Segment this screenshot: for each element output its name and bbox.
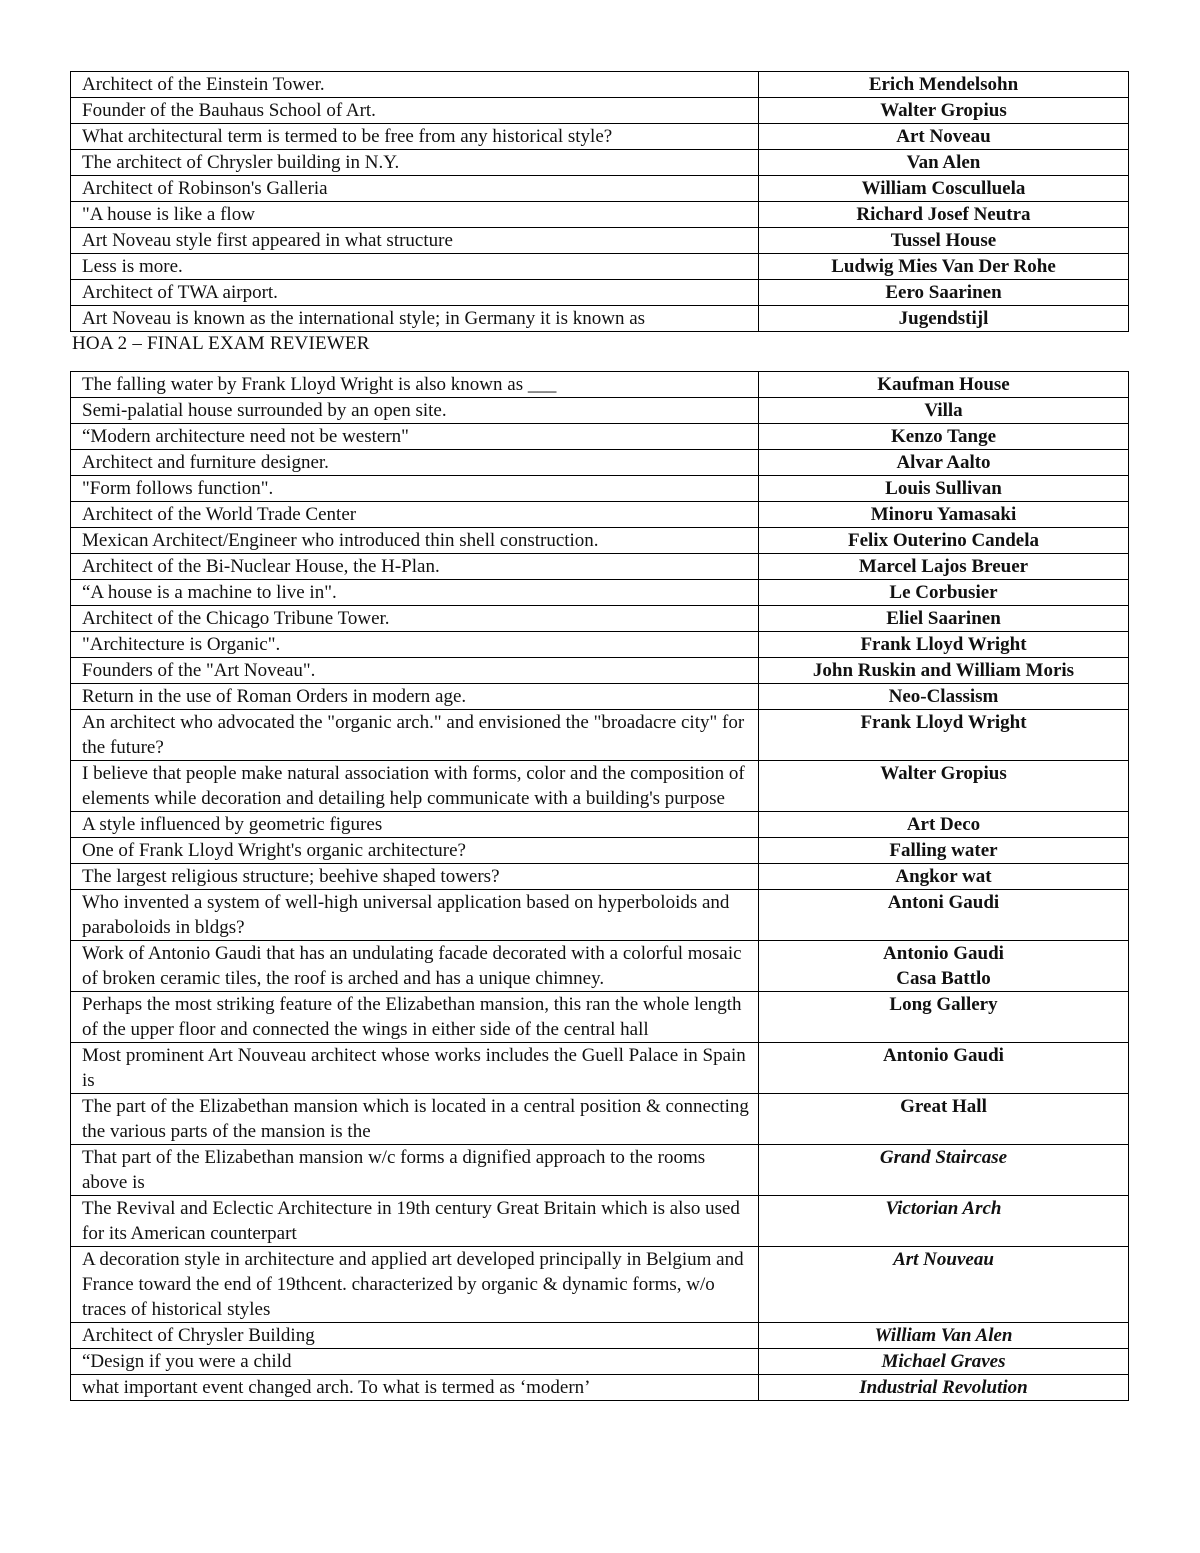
question-cell: Perhaps the most striking feature of the Elizabethan mansion, this ran the whole length of the upper floor and connected the wings in either side of the central hall (71, 992, 759, 1043)
answer-cell (759, 398, 1129, 424)
reviewer-table-top-body (71, 72, 1129, 332)
question-cell: Art Noveau style first appeared in what structure (71, 228, 759, 254)
answer-cell (759, 1094, 1129, 1145)
answer-cell (759, 254, 1129, 280)
answer-cell (759, 710, 1129, 761)
question-cell: Architect of the Einstein Tower. (71, 72, 759, 98)
question-cell: Art Noveau is known as the international style; in Germany it is known as (71, 306, 759, 332)
answer-text: John Ruskin and William Moris (812, 660, 1075, 681)
answer-text: Louis Sullivan (885, 478, 1002, 499)
answer-cell (759, 124, 1129, 150)
answer-text: Le Corbusier (889, 582, 998, 603)
question-cell: Work of Antonio Gaudi that has an undulating facade decorated with a colorful mosaic of broken ceramic tiles, the roof is arched and has a unique chimney. (71, 941, 759, 992)
question-cell: “A house is a machine to live in". (71, 580, 759, 606)
table-row (71, 890, 1129, 941)
table-row (71, 941, 1129, 992)
answer-cell (759, 476, 1129, 502)
question-cell: Architect and furniture designer. (71, 450, 759, 476)
answer-cell (759, 1145, 1129, 1196)
reviewer-table-top (70, 71, 1129, 332)
answer-text: Grand Staircase (879, 1147, 1008, 1168)
answer-text: Angkor wat (895, 866, 992, 887)
answer-text: Antonio Gaudi (883, 1045, 1004, 1066)
answer-text: Art Noveau (896, 126, 991, 147)
answer-text: Art Deco (906, 814, 981, 835)
answer-text: Kaufman House (877, 374, 1010, 395)
answer-cell (759, 1247, 1129, 1323)
answer-text: Frank Lloyd Wright (860, 712, 1027, 733)
question-cell: Architect of the Bi-Nuclear House, the H-Plan. (71, 554, 759, 580)
question-cell: The Revival and Eclectic Architecture in 19th century Great Britain which is also used for its American counterpart (71, 1196, 759, 1247)
table-row (71, 476, 1129, 502)
answer-text: Industrial Revolution (859, 1377, 1028, 1398)
question-cell: An architect who advocated the "organic arch." and envisioned the "broadacre city" for the future? (71, 710, 759, 761)
answer-text: Great Hall (900, 1096, 987, 1117)
table-row (71, 1043, 1129, 1094)
answer-cell (759, 890, 1129, 941)
question-cell: "Architecture is Organic". (71, 632, 759, 658)
question-cell: Architect of TWA airport. (71, 280, 759, 306)
answer-text: Minoru Yamasaki (870, 504, 1017, 525)
table-row (71, 838, 1129, 864)
question-cell: Founders of the "Art Noveau". (71, 658, 759, 684)
answer-text: Antonio Gaudi (883, 943, 1004, 964)
question-cell: One of Frank Lloyd Wright's organic architecture? (71, 838, 759, 864)
table-row (71, 864, 1129, 890)
answer-cell (759, 502, 1129, 528)
question-cell: A style influenced by geometric figures (71, 812, 759, 838)
table-row (71, 280, 1129, 306)
table-row (71, 1145, 1129, 1196)
question-cell: The architect of Chrysler building in N.Y. (71, 150, 759, 176)
answer-cell (759, 1375, 1129, 1401)
answer-cell (759, 98, 1129, 124)
table-row (71, 812, 1129, 838)
table-row (71, 1196, 1129, 1247)
question-cell: Founder of the Bauhaus School of Art. (71, 98, 759, 124)
answer-text: Eero Saarinen (885, 282, 1002, 303)
table-row (71, 228, 1129, 254)
answer-text: Michael Graves (881, 1351, 1006, 1372)
answer-cell (759, 658, 1129, 684)
answer-text: Jugendstijl (898, 308, 989, 329)
answer-text: Walter Gropius (880, 100, 1007, 121)
question-cell: A decoration style in architecture and applied art developed principally in Belgium and France toward the end of 19thcent. characterized by organic & dynamic forms, w/o traces of historical styles (71, 1247, 759, 1323)
table-row (71, 761, 1129, 812)
table-row (71, 372, 1129, 398)
table-row (71, 72, 1129, 98)
answer-text: Antoni Gaudi (887, 892, 1000, 913)
answer-text: Neo-Classism (888, 686, 999, 707)
answer-text: Art Nouveau (893, 1249, 994, 1270)
table-row (71, 176, 1129, 202)
answer-cell (759, 761, 1129, 812)
answer-text: Villa (924, 400, 963, 421)
question-cell: Architect of Chrysler Building (71, 1323, 759, 1349)
answer-cell (759, 606, 1129, 632)
answer-cell (759, 150, 1129, 176)
answer-text: Casa Battlo (896, 968, 991, 989)
question-cell: The part of the Elizabethan mansion which is located in a central position & connecting the various parts of the mansion is the (71, 1094, 759, 1145)
table-row (71, 424, 1129, 450)
reviewer-table-main (70, 371, 1129, 1401)
answer-text: Felix Outerino Candela (847, 530, 1040, 551)
answer-cell (759, 72, 1129, 98)
table-row (71, 554, 1129, 580)
question-cell: Mexican Architect/Engineer who introduced thin shell construction. (71, 528, 759, 554)
question-cell: “Modern architecture need not be western" (71, 424, 759, 450)
answer-text: Kenzo Tange (890, 426, 997, 447)
question-cell: Most prominent Art Nouveau architect whose works includes the Guell Palace in Spain is (71, 1043, 759, 1094)
answer-text: Richard Josef Neutra (856, 204, 1031, 225)
question-cell: “Design if you were a child (71, 1349, 759, 1375)
answer-text: Victorian Arch (885, 1198, 1002, 1219)
answer-text: Long Gallery (889, 994, 998, 1015)
table-row (71, 306, 1129, 332)
table-row (71, 528, 1129, 554)
question-cell: Architect of the World Trade Center (71, 502, 759, 528)
table-row (71, 658, 1129, 684)
answer-cell (759, 1349, 1129, 1375)
answer-cell (759, 580, 1129, 606)
table-row (71, 580, 1129, 606)
answer-text: William Cosculluela (861, 178, 1026, 199)
answer-cell (759, 1323, 1129, 1349)
table-row (71, 98, 1129, 124)
question-cell: What architectural term is termed to be free from any historical style? (71, 124, 759, 150)
table-row (71, 502, 1129, 528)
document-heading: HOA 2 – FINAL EXAM REVIEWER (72, 333, 370, 354)
question-cell: Architect of Robinson's Galleria (71, 176, 759, 202)
question-cell: I believe that people make natural association with forms, color and the composition of elements while decoration and detailing help communicate with a building's purpose (71, 761, 759, 812)
table-row (71, 1375, 1129, 1401)
answer-cell (759, 372, 1129, 398)
question-cell: what important event changed arch. To what is termed as ‘modern’ (71, 1375, 759, 1401)
table-row (71, 1323, 1129, 1349)
answer-cell (759, 864, 1129, 890)
table-row (71, 398, 1129, 424)
answer-text: Marcel Lajos Breuer (858, 556, 1029, 577)
question-cell: The falling water by Frank Lloyd Wright is also known as ___ (71, 372, 759, 398)
answer-text: Tussel House (890, 230, 997, 251)
table-row (71, 992, 1129, 1043)
answer-text: Ludwig Mies Van Der Rohe (831, 256, 1056, 277)
question-cell: Who invented a system of well-high universal application based on hyperboloids and paraboloids in bldgs? (71, 890, 759, 941)
answer-text: Frank Lloyd Wright (860, 634, 1027, 655)
question-cell: That part of the Elizabethan mansion w/c forms a dignified approach to the rooms above is (71, 1145, 759, 1196)
question-cell: Less is more. (71, 254, 759, 280)
answer-text: Van Alen (906, 152, 981, 173)
answer-cell (759, 1043, 1129, 1094)
answer-text: Erich Mendelsohn (868, 74, 1019, 95)
reviewer-table-main-body (71, 372, 1129, 1401)
answer-cell (759, 424, 1129, 450)
table-row (71, 710, 1129, 761)
answer-text: Eliel Saarinen (886, 608, 1001, 629)
table-row (71, 684, 1129, 710)
question-cell: "A house is like a flow (71, 202, 759, 228)
answer-cell (759, 992, 1129, 1043)
question-cell: The largest religious structure; beehive shaped towers? (71, 864, 759, 890)
question-cell: Return in the use of Roman Orders in modern age. (71, 684, 759, 710)
table-row (71, 632, 1129, 658)
table-row (71, 254, 1129, 280)
answer-cell (759, 450, 1129, 476)
answer-cell (759, 306, 1129, 332)
answer-cell (759, 1196, 1129, 1247)
answer-cell (759, 684, 1129, 710)
table-row (71, 606, 1129, 632)
table-row (71, 1247, 1129, 1323)
answer-text: Alvar Aalto (896, 452, 991, 473)
question-cell: Semi-palatial house surrounded by an open site. (71, 398, 759, 424)
table-row (71, 202, 1129, 228)
table-row (71, 150, 1129, 176)
question-cell: "Form follows function". (71, 476, 759, 502)
table-row (71, 1094, 1129, 1145)
question-cell: Architect of the Chicago Tribune Tower. (71, 606, 759, 632)
answer-cell (759, 176, 1129, 202)
answer-cell (759, 838, 1129, 864)
answer-cell (759, 941, 1129, 992)
answer-cell (759, 554, 1129, 580)
answer-cell (759, 632, 1129, 658)
answer-text: William Van Alen (874, 1325, 1013, 1346)
answer-cell (759, 280, 1129, 306)
answer-text: Falling water (889, 840, 998, 861)
table-row (71, 124, 1129, 150)
table-row (71, 1349, 1129, 1375)
answer-cell (759, 528, 1129, 554)
table-row (71, 450, 1129, 476)
answer-cell (759, 812, 1129, 838)
answer-cell (759, 228, 1129, 254)
answer-cell (759, 202, 1129, 228)
answer-text: Walter Gropius (880, 763, 1007, 784)
